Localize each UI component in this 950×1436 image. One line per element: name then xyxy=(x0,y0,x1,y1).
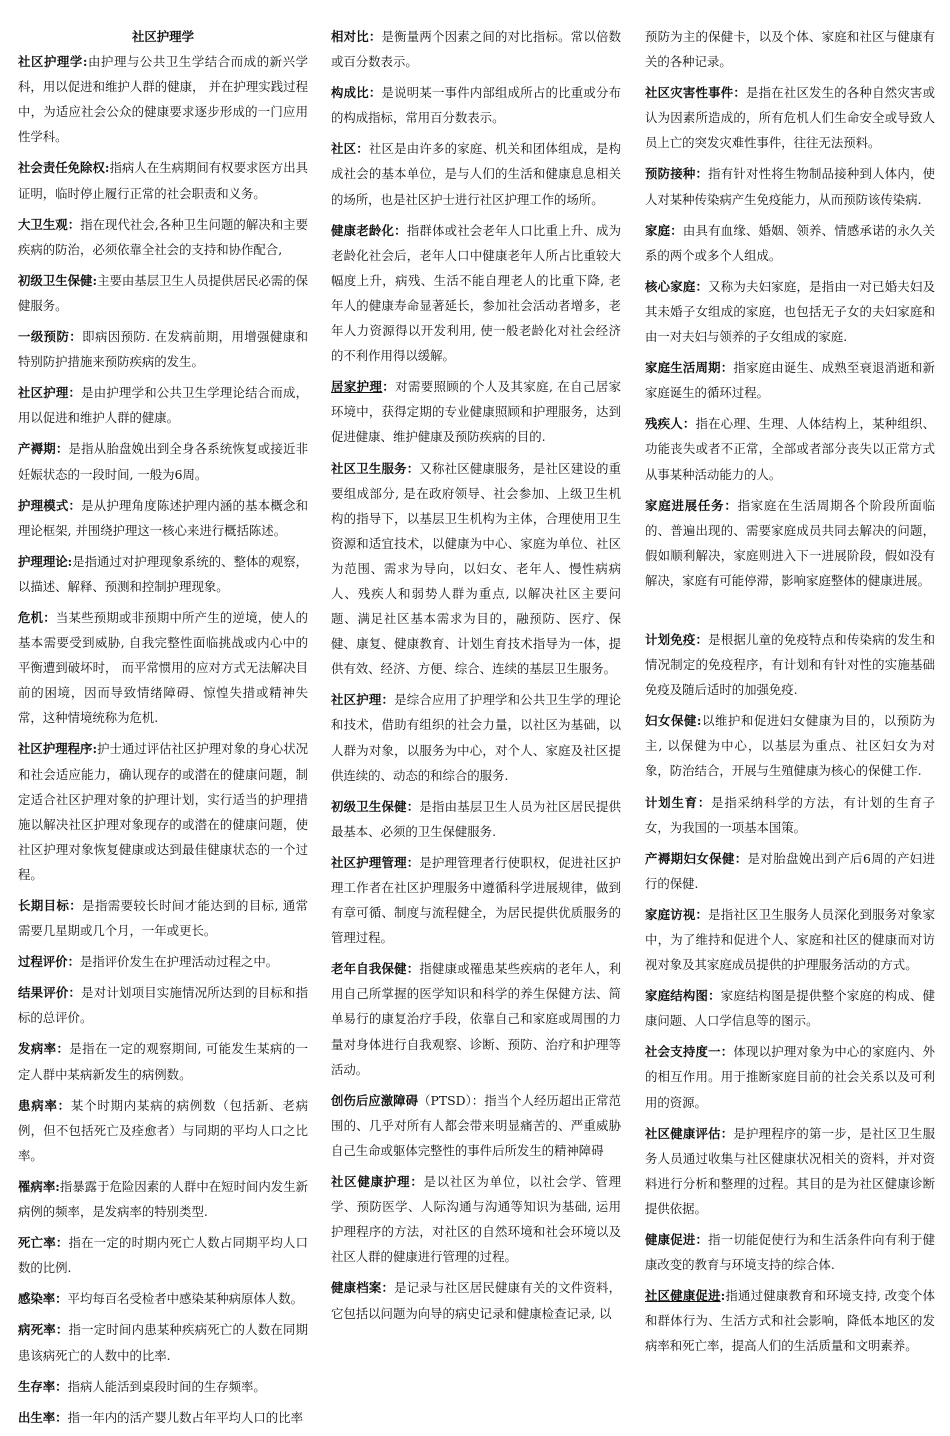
definition-entry xyxy=(18,49,308,149)
definition-text: 是指在社区发生的各种自然灾害或认为因素所造成的，所有危机人们生命安全或导致人员上亡的突发灾难性事件，往往无法预料。 xyxy=(645,85,936,151)
definition-entry xyxy=(18,980,308,1030)
definition-text: 当某些预期或非预期中所产生的逆境，使人的基本需要受到威胁, 自我完整性面临挑战或内心中的平衡遭到破坏时， 而平常惯用的应对方式无法解决目前的困境，因而导致情绪障碍、惊惶失措或精神失常，这种情境统称为危机. xyxy=(18,609,309,726)
definition-entry xyxy=(645,493,935,593)
definition-entry xyxy=(18,212,308,262)
term-separator: ： xyxy=(55,441,69,457)
term: 社区健康评估 xyxy=(645,1125,721,1141)
definition-text: 是综合应用了护理学和公共卫生学的理论和技术，借助有组织的社会力量，以社区为基础，以人群为对象，以服务为中心，对个人、家庭及社区提供连续的、动态的和综合的服务. xyxy=(331,692,622,783)
definition-entry xyxy=(645,1227,935,1277)
term: 预防接种 xyxy=(645,166,696,182)
term-separator: ： xyxy=(682,416,696,432)
term: 社区护理程序 xyxy=(18,741,93,757)
definition-text: 平均每百名受检者中感染某种病原体人数。 xyxy=(67,1291,303,1307)
definition-text: 指在心理、生理、人体结构上，某种组织、功能丧失或者不正常，全部或者部分丧失以正常方式从事某种活动能力的人。 xyxy=(645,416,936,482)
definition-text: 是指在一定的观察期间, 可能发生某病的一定人群中某病新发生的病例数。 xyxy=(18,1041,309,1082)
term-separator: : xyxy=(82,54,88,70)
definition-entry xyxy=(645,846,935,896)
term: 社区护理管理 xyxy=(331,854,407,870)
definition-entry xyxy=(18,324,308,374)
term: 老年自我保健 xyxy=(331,961,407,977)
term-separator: ： xyxy=(394,222,407,238)
term: 社区健康护理 xyxy=(331,1174,411,1190)
term: 社区灾害性事件 xyxy=(645,85,734,101)
term-separator: ： xyxy=(406,460,420,476)
term-separator: : xyxy=(92,741,98,757)
definition-text: 是指由基层卫生人员为社区居民提供最基本、必须的卫生保健服务. xyxy=(331,798,622,839)
definition-entry xyxy=(331,687,621,787)
term-separator: ： xyxy=(720,1044,734,1060)
definition-entry xyxy=(331,374,621,449)
term-separator: : xyxy=(104,160,110,176)
definition-entry xyxy=(18,736,308,887)
definition-text: 是对计划项目实施情况所达到的目标和指标的总评价。 xyxy=(18,985,309,1026)
term-separator: ： xyxy=(695,166,709,182)
term-separator: ： xyxy=(57,1097,71,1113)
column-1 xyxy=(18,24,308,1436)
definition-text: 指群体或社会老年人口比重上升、成为老龄化社会后，老年人口中健康老年人所占比重较大幅度上升，病残、生活不能自理老人的比重下降, 老年人的健康寿命显著延长，参加社会活动者增多，老年人力资源得以开发利用, 使一般老龄化对社会经济的不利作用得以缓解。 xyxy=(331,222,622,364)
term-separator: ： xyxy=(382,379,396,395)
term: 妇女保健 xyxy=(645,713,697,729)
term-separator: ： xyxy=(733,85,746,101)
term-separator: ： xyxy=(67,954,80,970)
term: 家庭生活周期 xyxy=(645,360,721,376)
term: 大卫生观 xyxy=(18,216,68,232)
term: 社区护理学 xyxy=(18,54,83,70)
column-2 xyxy=(331,24,621,1332)
definition-text: 社区是由许多的家庭、机关和团体组成，是构成社会的基本单位，是与人们的生活和健康息息相关的场所，也是社区护士进行社区护理工作的场所。 xyxy=(331,141,622,207)
definition-text: 以维护和促进妇女健康为目的，以预防为主, 以保健为中心，以基层为重点、社区妇女为对象，防治结合，开展与生殖健康为核心的保健工作. xyxy=(645,713,936,779)
definition-text: 指在现代社会,各种卫生问题的解决和主要疾病的防治，必须依靠全社会的支持和协作配合, xyxy=(18,216,308,257)
term-separator: ： xyxy=(695,278,709,294)
definition-text: 是说明某一事件内部组成所占的比重或分布的构成指标，常用百分数表示。 xyxy=(331,85,622,126)
term: 家庭结构图 xyxy=(645,988,709,1004)
term-separator: ： xyxy=(69,898,83,913)
definition-entry xyxy=(18,1374,308,1399)
definition-text: 体现以护理对象为中心的家庭内、外的相互作用。用于推断家庭目前的社会关系以及可利用的资源。 xyxy=(645,1044,936,1110)
definition-text: 指病人在生病期间有权要求医方出具证明，临时停止履行正常的社会职责和义务。 xyxy=(18,160,309,201)
definition-entry xyxy=(331,24,621,74)
definition-entry xyxy=(18,893,308,943)
definition-text: 是记录与社区居民健康有关的文件资料，它包括以问题为向导的病史记录和健康检查记录, 以 xyxy=(331,1280,622,1321)
definition-entry xyxy=(645,1039,935,1114)
definition-entry xyxy=(18,1405,308,1430)
definition-entry xyxy=(18,380,308,430)
term: 计划生育 xyxy=(645,794,698,810)
term: 患病率 xyxy=(18,1097,58,1113)
term: 社区 xyxy=(331,141,357,157)
term: 创伤后应激障碍 xyxy=(331,1092,419,1108)
definition-entry xyxy=(645,411,935,486)
definition-entry xyxy=(645,627,935,702)
definition-text: 护士通过评估社区护理对象的身心状况和社会适应能力，确认现存的或潜在的健康问题，制定适合社区护理对象的护理计划，实行适当的护理措施以解决社区护理对象现存的或潜在的健康问题，使社区护理对象恢复健康或达到最佳健康状态的一个过程。 xyxy=(18,741,309,882)
term: 居家护理 xyxy=(331,379,383,395)
definition-entry xyxy=(645,708,935,783)
definition-entry xyxy=(331,956,621,1081)
term-separator: ： xyxy=(55,1378,68,1394)
term: 一级预防 xyxy=(18,329,70,345)
term-separator: : xyxy=(67,553,73,569)
term: 社区护理 xyxy=(331,692,382,708)
definition-entry xyxy=(331,80,621,130)
term: 危机 xyxy=(18,609,44,625)
term: 社区健康促进 xyxy=(645,1288,721,1304)
term-separator: ： xyxy=(381,1280,395,1296)
term-separator: ： xyxy=(410,1174,424,1190)
definition-text: 指一切能促使行为和生活条件向有利于健康改变的教育与环境支持的综合体. xyxy=(645,1232,936,1273)
definition-entry xyxy=(331,1275,621,1325)
definition-text: 是指通过对护理现象系统的、整体的观察，以描述、解释、预测和控制护理现象。 xyxy=(18,553,309,594)
definition-entry xyxy=(331,794,621,844)
definition-text: 某个时期内某病的病例数（包括新、老病例，但不包括死亡及痊愈者）与同期的平均人口之比率。 xyxy=(18,1097,309,1163)
definition-text: 是指评价发生在护理活动过程之中。 xyxy=(79,954,279,970)
definition-text: 家庭结构图是提供整个家庭的构成、健康问题、人口学信息等的图示。 xyxy=(645,988,936,1029)
definition-entry xyxy=(645,1283,935,1358)
definition-text: 又称为夫妇家庭，是指由一对已婚夫妇及其未婚子女组成的家庭，也包括无子女的夫妇家庭和由一对夫妇与领养的子女组成的家庭. xyxy=(645,278,936,345)
term-separator: ： xyxy=(406,854,420,870)
term-separator: ： xyxy=(695,1232,709,1248)
term: 出生率 xyxy=(18,1409,56,1425)
term: 罹病率 xyxy=(18,1178,56,1194)
term-separator: ： xyxy=(368,85,382,101)
term-separator: ： xyxy=(368,29,382,44)
term: 发病率 xyxy=(18,1041,57,1057)
definition-entry xyxy=(645,274,935,349)
definition-entry xyxy=(18,1036,308,1086)
definition-text: 是指需要较长时间才能达到的目标, 通常需要几星期或几个月，一年或更长。 xyxy=(18,898,308,939)
term-separator: ： xyxy=(695,906,709,922)
definition-entry xyxy=(18,605,308,730)
definition-text: 是以社区为单位，以社会学、管理学、预防医学、人际沟通与沟通等知识为基础, 运用护理程序的方法，对社区的自然环境和社会环境以及社区人群的健康进行管理的过程。 xyxy=(331,1174,622,1265)
term-separator: ： xyxy=(55,1322,69,1338)
definition-text: 预防为主的保健卡，以及个体、家庭和社区与健康有关的各种记录。 xyxy=(645,29,935,70)
term-separator: ： xyxy=(670,222,683,238)
definition-entry xyxy=(18,155,308,205)
definition-entry xyxy=(18,549,308,599)
term-separator: ： xyxy=(697,794,712,810)
definition-text: 是指社区卫生服务人员深化到服务对象家中，为了维持和促进个人、家庭和社区的健康而对访视对象及其家庭成员提供的护理服务活动的方式。 xyxy=(645,906,936,973)
definition-text: 是护理程序的第一步，是社区卫生服务人员通过收集与社区健康状况相关的资料，并对资料进行分析和整理的过程。其目的是为社区健康诊断提供依据。 xyxy=(645,1125,936,1216)
definition-entry xyxy=(18,1230,308,1280)
definition-text: 指病人能活到桌段时间的生存频率。 xyxy=(67,1378,266,1394)
definition-text: 指健康或罹患某些疾病的老年人，利用自己所掌握的医学知识和科学的养生保健方法、简单易行的康复治疗手段，依靠自己和家庭或周围的力量对身体进行自我观察、诊断、预防、治疗和护理等活动。 xyxy=(331,961,622,1077)
definition-text: 指暴露于危险因素的人群中在短时间内发生新病例的频率，是发病率的特别类型. xyxy=(18,1178,309,1220)
term-separator: ： xyxy=(69,329,83,345)
term-separator: : xyxy=(92,272,98,288)
term: 家庭访视 xyxy=(645,906,696,922)
term: 构成比 xyxy=(331,85,369,101)
definition-text: 是指从胎盘娩出到全身各系统恢复或接近非妊娠状态的一段时间, 一般为6周。 xyxy=(18,441,309,482)
term: 健康促进 xyxy=(645,1232,696,1248)
term: 社会责任免除权 xyxy=(18,160,105,176)
term: 过程评价 xyxy=(18,954,68,970)
definition-entry xyxy=(645,80,935,155)
definition-text: 是从护理角度陈述护理内涵的基本概念和理论框架, 并围绕护理这一核心来进行概括陈述。 xyxy=(18,497,309,538)
definition-text: 是对胎盘娩出到产后6周的产妇进行的保健. xyxy=(645,850,936,891)
definition-text: 由护理与公共卫生学结合而成的新兴学科，用以促进和维护人群的健康， 并在护理实践过程中，为适应社会公众的健康要求逐步形成的一门应用性学科。 xyxy=(18,54,309,145)
definition-text: 即病因预防. 在发病前期，用增强健康和特别防护措施来预防疾病的发生。 xyxy=(18,329,308,370)
definition-text: 指一定时间内患某种疾病死亡的人数在同期患该病死亡的人数中的比率. xyxy=(18,1322,309,1363)
term: 核心家庭 xyxy=(645,278,696,294)
definition-text: 是护理管理者行使职权，促进社区护理工作者在社区护理服务中遵循科学进展规律，做到有章可循、制度与流程健全，为居民提供优质服务的管理过程。 xyxy=(331,854,622,946)
term-separator: ： xyxy=(406,798,420,814)
term: 生存率 xyxy=(18,1378,56,1394)
definition-text: 指家庭在生活周期各个阶段所面临的、普遍出现的、需要家庭成员共同去解决的问题，假如顺利解决，家庭则进入下一进展阶段，假如没有解决，家庭有可能停滞，影响家庭整体的健康进展。 xyxy=(645,497,936,588)
term: 家庭 xyxy=(645,222,671,238)
term: 社区卫生服务 xyxy=(331,460,407,476)
definition-entry xyxy=(645,355,935,405)
term: 初级卫生保健 xyxy=(18,272,93,288)
term: 护理模式 xyxy=(18,497,69,513)
definition-entry xyxy=(18,493,308,543)
definition-text: 是衡量两个因素之间的对比指标。常以倍数或百分数表示。 xyxy=(331,29,622,70)
definition-entry xyxy=(331,1088,621,1163)
term-separator: ： xyxy=(708,988,721,1004)
definition-text: 指有针对性将生物制品接种到人体内，使人对某种传染病产生免疫能力，从而预防该传染病. xyxy=(645,166,936,207)
definition-text: 是由护理学和公共卫生学理论结合而成，用以促进和维护人群的健康。 xyxy=(18,385,309,426)
definition-entry xyxy=(645,790,935,840)
definition-text: 对需要照顾的个人及其家庭, 在自己居家环境中，获得定期的专业健康照顾和护理服务，达到促进健康、维护健康及预防疾病的目的. xyxy=(331,379,621,445)
term: 护理理论 xyxy=(18,553,68,569)
term: 死亡率 xyxy=(18,1235,56,1251)
definition-entry xyxy=(645,24,935,74)
term: 产褥期妇女保健 xyxy=(645,850,735,866)
term: 长期目标 xyxy=(18,898,70,913)
term: 社会支持度一 xyxy=(645,1044,721,1060)
term-separator: ： xyxy=(356,141,369,157)
term-separator: ： xyxy=(55,1409,68,1425)
definition-text: 指家庭由诞生、成熟至衰退消逝和新家庭诞生的循环过程。 xyxy=(645,360,936,401)
definition-entry xyxy=(645,161,935,211)
definition-entry xyxy=(331,456,621,682)
definition-entry xyxy=(18,949,308,974)
term: 健康老龄化 xyxy=(331,222,395,238)
definition-entry xyxy=(645,218,935,268)
term: 相对比 xyxy=(331,29,369,44)
definition-entry xyxy=(18,1174,308,1224)
document-title: 社区护理学 xyxy=(132,29,194,44)
definition-text: 是根据儿童的免疫特点和传染病的发生和情况制定的免疫程序，有计划和有针对性的实施基础免疫及随后适时的加强免疫. xyxy=(645,631,936,698)
definition-entry xyxy=(645,983,935,1033)
definition-entry xyxy=(18,1286,308,1311)
blank-gap xyxy=(645,599,935,627)
term: 残疾人 xyxy=(645,416,683,432)
term: 感染率 xyxy=(18,1291,56,1307)
term-separator: ： xyxy=(68,985,82,1001)
term-separator: ： xyxy=(720,1125,734,1141)
term: 家庭进展任务 xyxy=(645,497,725,513)
definition-entry xyxy=(18,1093,308,1168)
term-separator: ： xyxy=(695,631,709,647)
term-separator: ： xyxy=(68,497,82,513)
definition-entry xyxy=(18,436,308,486)
definition-entry xyxy=(18,1317,308,1367)
term: 产褥期 xyxy=(18,441,56,457)
term-separator: ： xyxy=(67,216,81,232)
definition-entry xyxy=(331,218,621,369)
term: 计划免疫 xyxy=(645,631,696,647)
definition-text: 指一年内的活产婴儿数占年平均人口的比率 xyxy=(67,1409,303,1425)
definition-entry xyxy=(645,1121,935,1221)
term-separator: : xyxy=(696,713,702,729)
term-separator: : xyxy=(55,1178,60,1194)
definition-text: 指在一定的时期内死亡人数占同期平均人口数的比例. xyxy=(18,1235,309,1276)
definition-entry xyxy=(645,902,935,977)
term: 初级卫生保健 xyxy=(331,798,407,814)
definition-entry xyxy=(331,136,621,211)
definition-text: 是指采纳科学的方法，有计划的生育子女，为我国的一项基本国策。 xyxy=(645,794,936,835)
term: 结果评价 xyxy=(18,985,69,1001)
definition-text: 主要由基层卫生人员提供居民必需的保健服务。 xyxy=(18,272,309,313)
term-separator: ： xyxy=(43,609,56,625)
term-separator: ： xyxy=(381,692,395,708)
term-separator: ： xyxy=(406,961,420,977)
column-3 xyxy=(645,24,935,1365)
definition-text: 又称社区健康服务，是社区建设的重要组成部分, 是在政府领导、社会参加、上级卫生机构的指导下，以基层卫生机构为主体，合理使用卫生资源和适宜技术，以健康为中心、家庭为单位、社区为范围、需求为导向，以妇女、老年人、慢性病病人、残疾人和弱势人群为重点, 以解决社区主要问题、满足社区基本需求为目的，融预防、医疗、保健、康复、健康教育、计划生育技术指导为一体，提供有效、经济、方便、综合、连续的基层卫生服务。 xyxy=(331,460,622,677)
definition-text: 由具有血缘、婚姻、领养、情感承诺的永久关系的两个或多个人组成。 xyxy=(645,222,936,263)
term: 健康档案 xyxy=(331,1280,382,1296)
term: 病死率 xyxy=(18,1322,56,1338)
term: 社区护理 xyxy=(18,385,69,401)
term-separator: ： xyxy=(720,360,734,376)
definition-entry xyxy=(331,850,621,950)
definition-entry xyxy=(331,1169,621,1269)
definition-entry xyxy=(18,268,308,318)
term-separator: ： xyxy=(68,385,82,401)
term-separator: ： xyxy=(56,1041,70,1057)
term-separator: ： xyxy=(55,1235,69,1251)
term-separator: ： xyxy=(734,850,748,866)
definition-text: 指通过健康教育和环境支持, 改变个体和群体行为、生活方式和社会影响，降低本地区的发病率和死亡率，提高人们的生活质量和文明素养。 xyxy=(645,1288,935,1354)
term-separator: : xyxy=(720,1288,726,1304)
term-separator: ： xyxy=(55,1291,68,1307)
definition-text: （PTSD）：指当个人经历超出正常范围的、几乎对所有人都会带来明显痛苦的、严重威胁自己生命或躯体完整性的事件后所发生的精神障碍 xyxy=(331,1092,622,1158)
term-separator: ： xyxy=(724,497,738,513)
